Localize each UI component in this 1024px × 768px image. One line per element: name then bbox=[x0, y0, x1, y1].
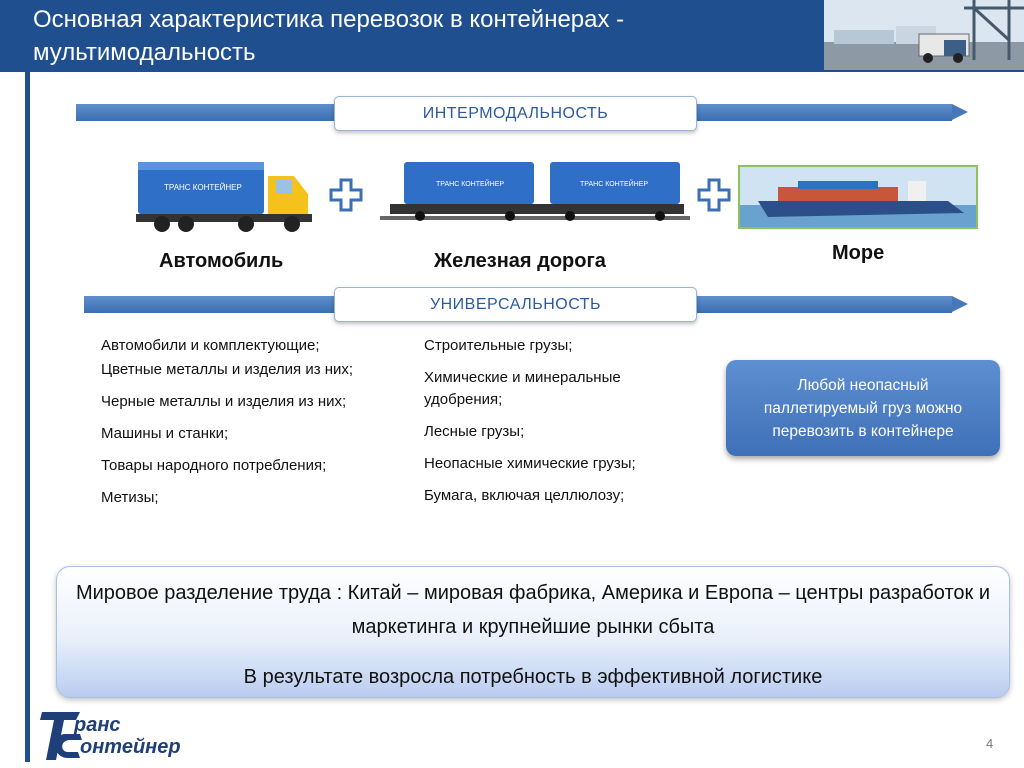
header-bar bbox=[0, 0, 1024, 72]
universal-label: УНИВЕРСАЛЬНОСТЬ bbox=[334, 287, 697, 322]
list-item: Автомобили и комплектующие; bbox=[101, 337, 320, 354]
ship-image bbox=[738, 165, 978, 229]
svg-text:ТРАНС КОНТЕЙНЕР: ТРАНС КОНТЕЙНЕР bbox=[580, 181, 649, 188]
list-item: Химические и минеральные удобрения; bbox=[424, 369, 621, 408]
list-item: Товары народного потребления; bbox=[101, 457, 327, 474]
transport-label-sea: Море bbox=[832, 242, 885, 264]
transport-label-truck: Автомобиль bbox=[159, 250, 284, 272]
logo-text-line1: рaнс bbox=[74, 714, 121, 736]
summary-line-1: Мировое разделение труда : Китай – мировая фабрика, Америка и Европа – центры разработок и маркетинга и крупнейшие рынки сбыта bbox=[75, 582, 991, 638]
plus-icon bbox=[329, 178, 363, 212]
intermodal-label: ИНТЕРМОДАЛЬНОСТЬ bbox=[334, 96, 697, 131]
plus-icon bbox=[697, 178, 731, 212]
list-item: Бумага, включая целлюлозу; bbox=[424, 487, 625, 504]
transcontainer-logo bbox=[40, 708, 190, 762]
cargo-note-box bbox=[726, 360, 1000, 456]
cargo-list-right bbox=[424, 335, 714, 517]
list-item: Лесные грузы; bbox=[424, 423, 525, 440]
port-illustration bbox=[824, 0, 1024, 70]
list-item: Метизы; bbox=[101, 489, 159, 506]
truck-image bbox=[136, 156, 316, 234]
header-port-photo bbox=[824, 0, 1024, 70]
train-image bbox=[380, 156, 690, 228]
left-accent-bar bbox=[25, 72, 30, 762]
list-item: Цветные металлы и изделия из них; bbox=[101, 361, 354, 378]
summary-box bbox=[56, 566, 1010, 698]
svg-text:ТРАНС КОНТЕЙНЕР: ТРАНС КОНТЕЙНЕР bbox=[436, 181, 505, 188]
cargo-list-left bbox=[101, 335, 416, 519]
list-item: Неопасные химические грузы; bbox=[424, 455, 636, 472]
list-item: Машины и станки; bbox=[101, 425, 229, 442]
logo-text-line2: онтейнер bbox=[80, 736, 181, 758]
svg-text:ТРАНС КОНТЕЙНЕР: ТРАНС КОНТЕЙНЕР bbox=[164, 183, 242, 192]
summary-line-2: В результате возросла потребность в эффективной логистике bbox=[243, 666, 823, 688]
page-number: 4 bbox=[986, 736, 994, 751]
list-item: Строительные грузы; bbox=[424, 337, 573, 354]
page-title: Основная характеристика перевозок в контейнерах - мультимодальность bbox=[33, 6, 625, 66]
list-item: Черные металлы и изделия из них; bbox=[101, 393, 347, 410]
cargo-note-text: Любой неопасный паллетируемый груз можно перевозить в контейнере bbox=[763, 376, 963, 440]
transport-label-rail: Железная дорога bbox=[434, 250, 606, 272]
